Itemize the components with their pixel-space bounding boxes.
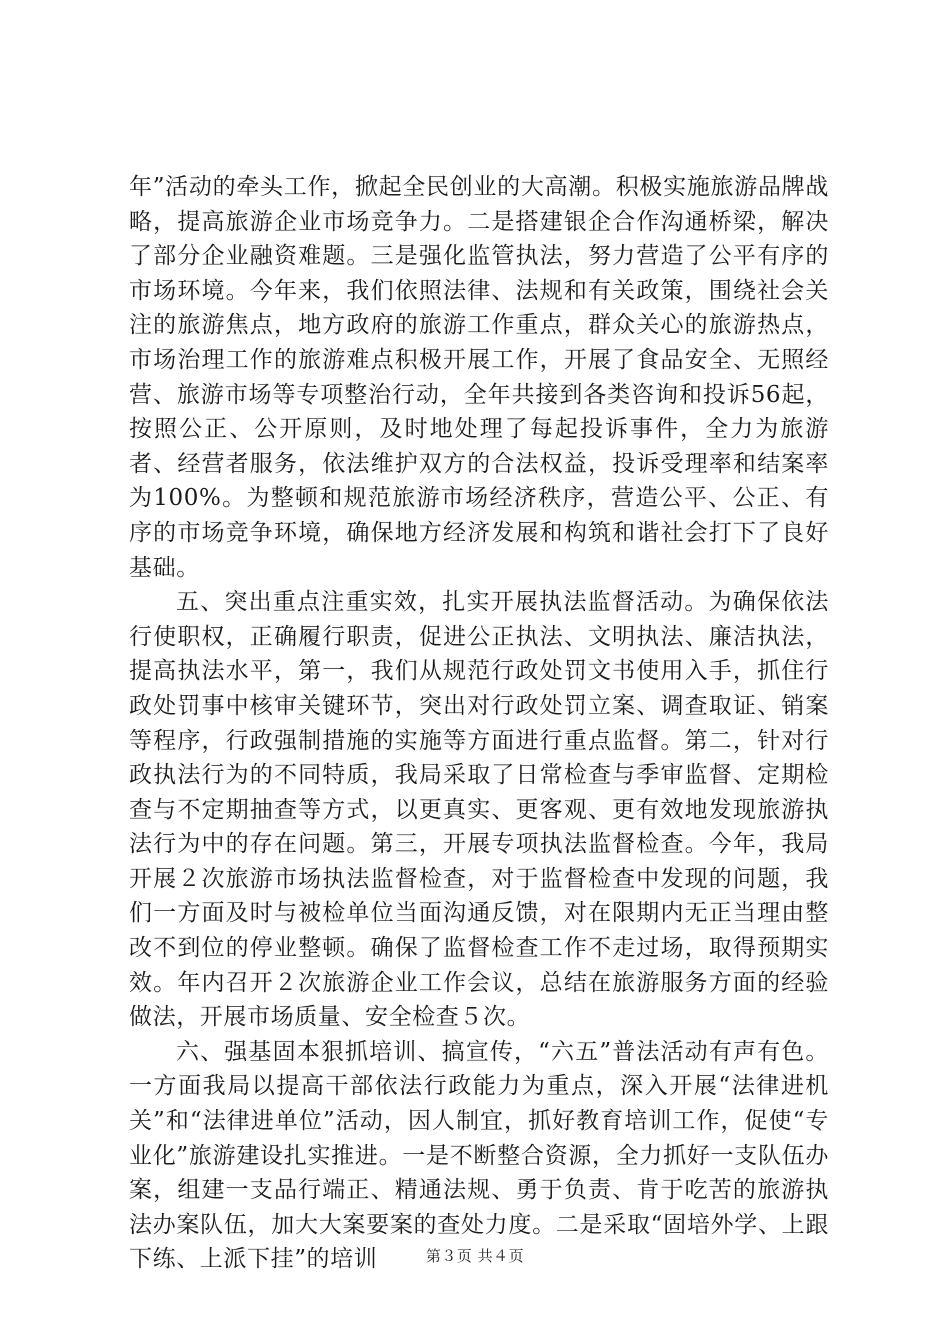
paragraph-continuation: 年”活动的牵头工作，掀起全民创业的大高潮。积极实施旅游品牌战略，提高旅游企业市场竞争力。二是搭建银企合作沟通桥梁，解决了部分企业融资难题。三是强化监管执法，努力营造了公平有序的市场环境。今年来，我们依照法律、法规和有关政策，围绕社会关注的旅游焦点，地方政府的旅游工作重点，群众关心的旅游热点，市场治理工作的旅游难点积极开展工作，开展了食品安全、无照经营、旅游市场等专项整治行动，全年共接到各类咨询和投诉56起，按照公正、公开原则，及时地处理了每起投诉事件，全力为旅游者、经营者服务，依法维护双方的合法权益，投诉受理率和结案率为100%。为整顿和规范旅游市场经济秩序，营造公平、公正、有序的市场竞争环境，确保地方经济发展和构筑和谐社会打下了良好基础。 (129, 174, 829, 581)
page-number-footer: 第３页 共４页 (425, 1247, 525, 1265)
paragraph-section-five: 五、突出重点注重实效，扎实开展执法监督活动。为确保依法行使职权，正确履行职责，促进公正执法、文明执法、廉洁执法，提高执法水平，第一，我们从规范行政处罚文书使用入手，抓住行政处罚事中核审关键环节，突出对行政处罚立案、调查取证、销案等程序，行政强制措施的实施等方面进行重点监督。第二，针对行政执法行为的不同特质，我局采取了日常检查与季审监督、定期检查与不定期抽查等方式，以更真实、更客观、更有效地发现旅游执法行为中的存在问题。第三，开展专项执法监督检查。今年，我局开展２次旅游市场执法监督检查，对于监督检查中发现的问题，我们一方面及时与被检单位当面沟通反馈，对在限期内无正当理由整改不到位的停业整顿。确保了监督检查工作不走过场，取得预期实效。年内召开２次旅游企业工作会议，总结在旅游服务方面的经验做法，开展市场质量、安全检查５次。 (129, 589, 829, 1031)
paragraph-section-six: 六、强基固本狠抓培训、搞宣传，“六五”普法活动有声有色。一方面我局以提高干部依法行政能力为重点，深入开展“法律进机关”和“法律进单位”活动，因人制宜，抓好教育培训工作，促使“专业化”旅游建设扎实推进。一是不断整合资源，全力抓好一支队伍办案，组建一支品行端正、精通法规、勇于负责、肯于吃苦的旅游执法办案队伍，加大大案要案的查处力度。二是采取“固培外学、上跟下练、上派下挂”的培训 (129, 1038, 829, 1273)
document-body (129, 170, 829, 1277)
